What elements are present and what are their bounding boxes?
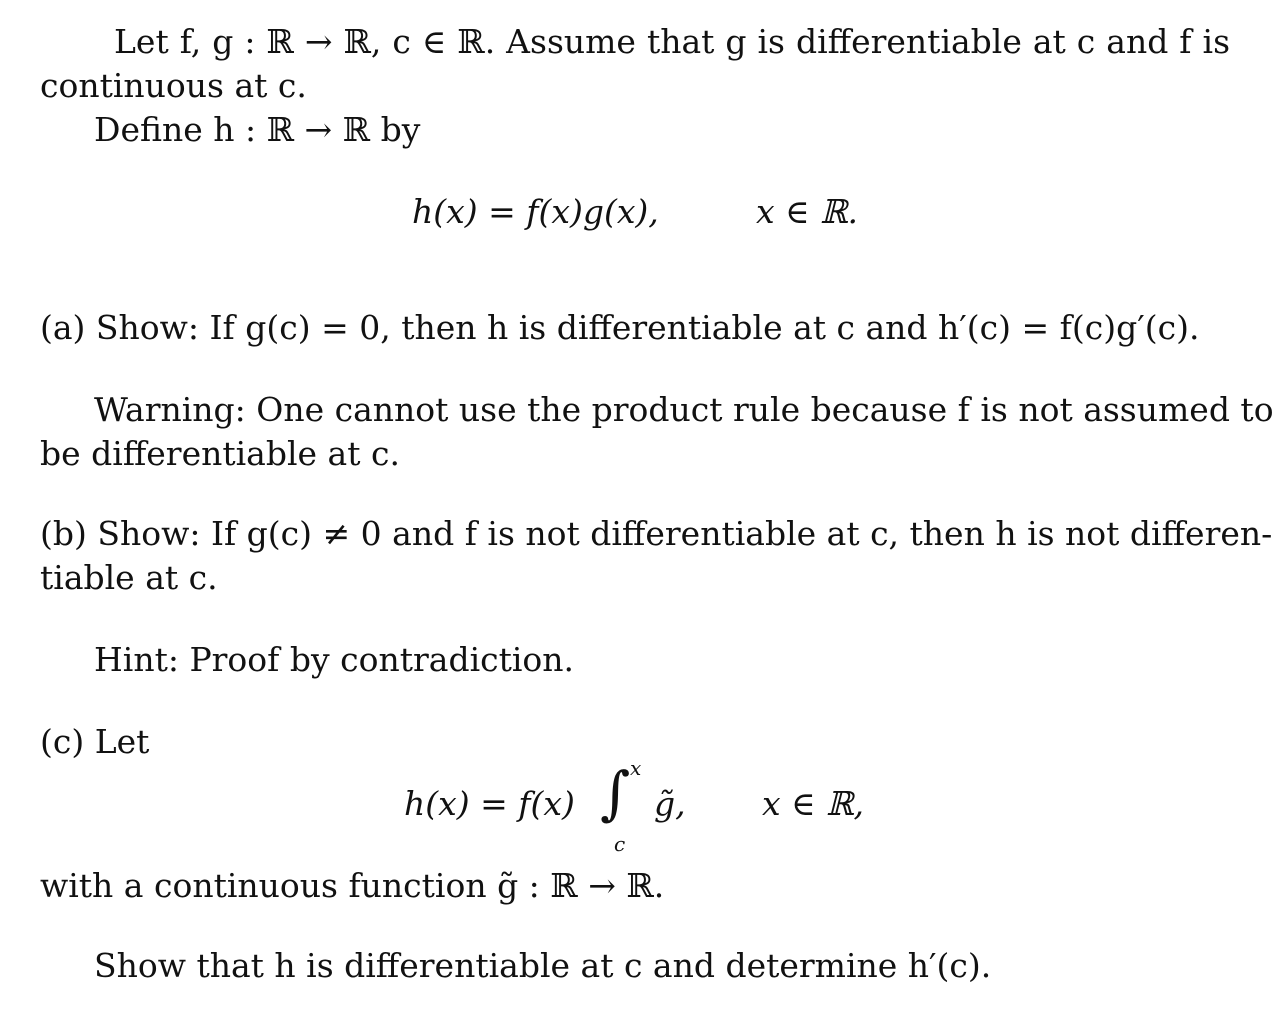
intro-line-3: Define h : ℝ → ℝ by	[94, 110, 421, 149]
part-a-warning-line-2: be differentiable at c.	[40, 434, 400, 473]
part-c-domain: x ∈ ℝ,	[762, 784, 864, 823]
part-c-continuation: with a continuous function g̃ : ℝ → ℝ.	[40, 866, 665, 905]
part-c-integrand: g̃,	[654, 784, 686, 823]
part-c-formula-left: h(x) = f(x)	[404, 784, 575, 823]
definition-formula: h(x) = f(x)g(x),	[412, 192, 659, 231]
integral-upper-limit: x	[630, 756, 642, 780]
part-b-hint: Hint: Proof by contradiction.	[94, 640, 575, 679]
part-c-label: (c) Let	[40, 722, 150, 761]
part-a-warning-line-1: Warning: One cannot use the product rule because f is not assumed to	[94, 390, 1274, 429]
intro-line-1: Let f, g : ℝ → ℝ, c ∈ ℝ. Assume that g is differentiable at c and f is	[114, 22, 1230, 61]
part-a-statement: (a) Show: If g(c) = 0, then h is differentiable at c and h′(c) = f(c)g′(c).	[40, 308, 1200, 347]
integral-lower-limit: c	[614, 832, 626, 856]
integral-sign: ∫	[600, 759, 631, 827]
part-c-task: Show that h is differentiable at c and determine h′(c).	[94, 946, 992, 985]
part-b-statement-line-2: tiable at c.	[40, 558, 218, 597]
definition-domain: x ∈ ℝ.	[756, 192, 858, 231]
part-b-statement-line-1: (b) Show: If g(c) ≠ 0 and f is not differentiable at c, then h is not differen-	[40, 514, 1273, 553]
intro-line-2: continuous at c.	[40, 66, 307, 105]
